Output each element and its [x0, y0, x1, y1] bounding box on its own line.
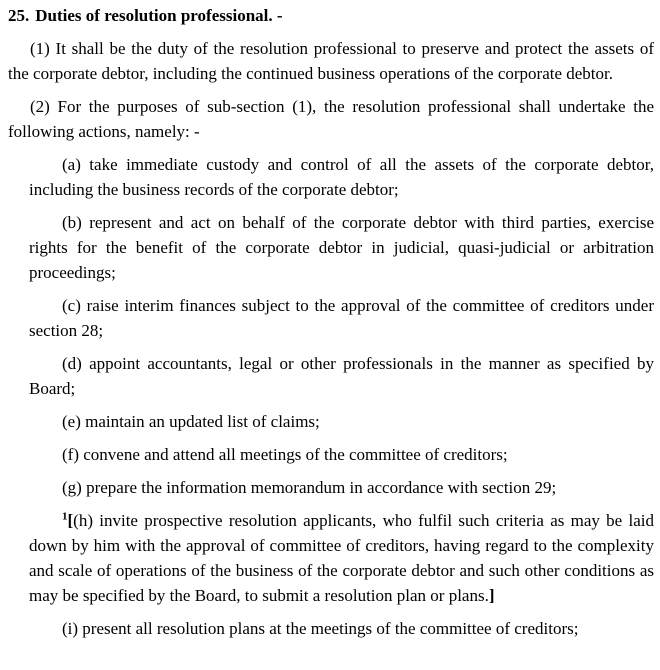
amendment-open-bracket: [ — [67, 511, 74, 530]
clause-h — [29, 508, 654, 608]
document-body — [8, 3, 654, 641]
clause-g: (g) prepare the information memorandum in accordance with section 29; — [62, 478, 557, 497]
clause-e: (e) maintain an updated list of claims; — [62, 412, 320, 431]
amendment-close-bracket: ] — [488, 586, 495, 605]
clause-d: (d) appoint accountants, legal or other professionals in the manner as specified by Board; — [29, 354, 654, 398]
clause-f: (f) convene and attend all meetings of the committee of creditors; — [62, 445, 508, 464]
clause-i: (i) present all resolution plans at the meetings of the committee of creditors; — [62, 619, 579, 638]
clause-a: (a) take immediate custody and control of all the assets of the corporate debtor, including the business records of the corporate debtor; — [29, 155, 654, 199]
clause-h-text: (h) invite prospective resolution applicants, who fulfil such criteria as may be laid down by him with the approval of committee of creditors, having regard to the complexity and scale of operations of the business of the corporate debtor and such other conditions as may be specified by the Board, to submit a resolution plan or plans. — [29, 511, 654, 605]
section-heading — [8, 3, 654, 28]
clause-b: (b) represent and act on behalf of the corporate debtor with third parties, exercise rights for the benefit of the corporate debtor in judicial, quasi-judicial or arbitration proceedings; — [29, 213, 654, 282]
section-title: Duties of resolution professional. - — [35, 6, 283, 25]
sub-section-1: (1) It shall be the duty of the resolution professional to preserve and protect the assets of the corporate debtor, including the continued business operations of the corporate debtor. — [8, 39, 654, 83]
clause-c: (c) raise interim finances subject to the approval of the committee of creditors under section 28; — [29, 296, 654, 340]
footnote-marker: 1 — [62, 510, 68, 523]
sub-section-2: (2) For the purposes of sub-section (1), the resolution professional shall undertake the following actions, namely: - — [8, 97, 654, 141]
section-number: 25. — [8, 6, 30, 25]
